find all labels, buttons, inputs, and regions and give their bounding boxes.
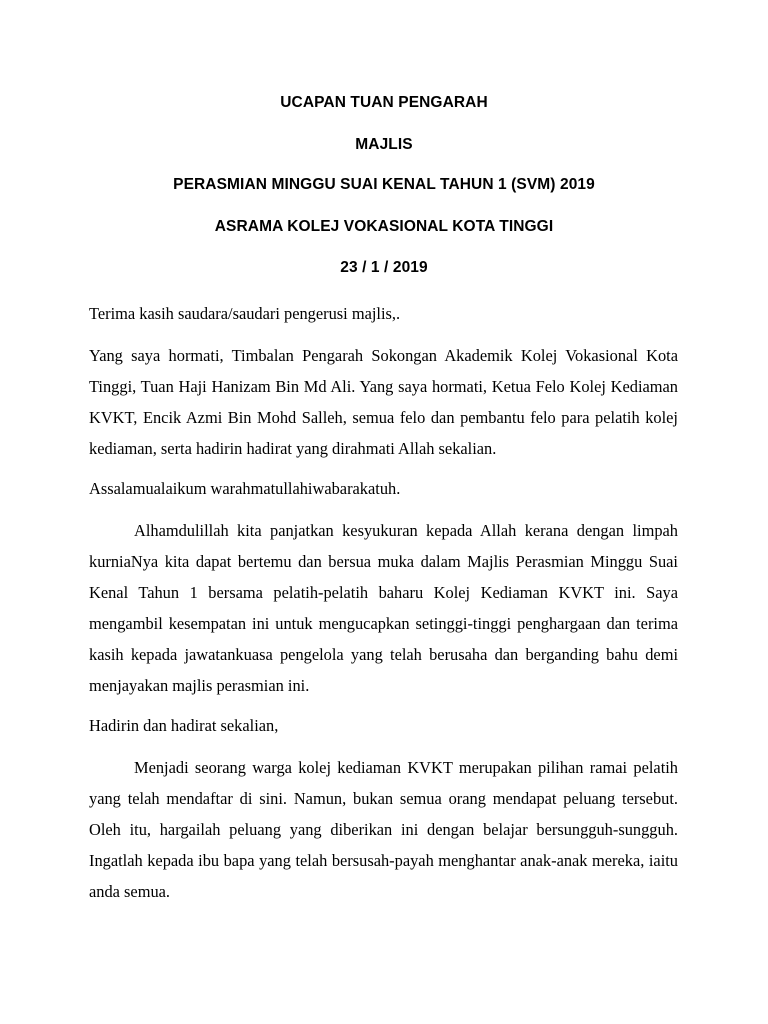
title-event: PERASMIAN MINGGU SUAI KENAL TAHUN 1 (SVM) 2019 xyxy=(173,176,595,193)
paragraph-salam: Assalamualaikum warahmatullahiwabarakatuh. xyxy=(89,479,401,498)
title-venue: ASRAMA KOLEJ VOKASIONAL KOTA TINGGI xyxy=(214,218,554,235)
paragraph-gratitude: Alhamdulillah kita panjatkan kesyukuran kepada Allah kerana dengan limpah kurniaNya kita dapat bertemu dan bersua muka dalam Majlis Perasmian Minggu Suai Kenal Tahun 1 bersama pelatih-pelatih baharu Kolej Kediaman KVKT ini. Saya mengambil kesempatan ini untuk mengucapkan setinggi-tinggi penghargaan dan terima kasih kepada jawatankuasa pengelola yang telah berusaha dan berganding bahu demi menjayakan majlis perasmian ini. xyxy=(89,521,678,695)
title-speech: UCAPAN TUAN PENGARAH xyxy=(280,94,488,111)
title-majlis: MAJLIS xyxy=(355,136,413,153)
paragraph-advice: Menjadi seorang warga kolej kediaman KVKT merupakan pilihan ramai pelatih yang telah mendaftar di sini. Namun, bukan semua orang mendapat peluang tersebut. Oleh itu, hargailah peluang yang diberikan ini dengan belajar bersungguh-sungguh. Ingatlah kepada ibu bapa yang telah bersusah-payah menghantar anak-anak mereka, iaitu anda semua. xyxy=(89,758,678,901)
paragraph-greeting-chair: Terima kasih saudara/saudari pengerusi majlis,. xyxy=(89,304,401,323)
paragraph-audience-address: Hadirin dan hadirat sekalian, xyxy=(89,716,279,735)
title-date: 23 / 1 / 2019 xyxy=(340,259,428,276)
paragraph-honorifics: Yang saya hormati, Timbalan Pengarah Sokongan Akademik Kolej Vokasional Kota Tinggi, Tuan Haji Hanizam Bin Md Ali. Yang saya hormati, Ketua Felo Kolej Kediaman KVKT, Encik Azmi Bin Mohd Salleh, semua felo dan pembantu felo para pelatih kolej kediaman, serta hadirin hadirat yang dirahmati Allah sekalian. xyxy=(89,346,678,458)
